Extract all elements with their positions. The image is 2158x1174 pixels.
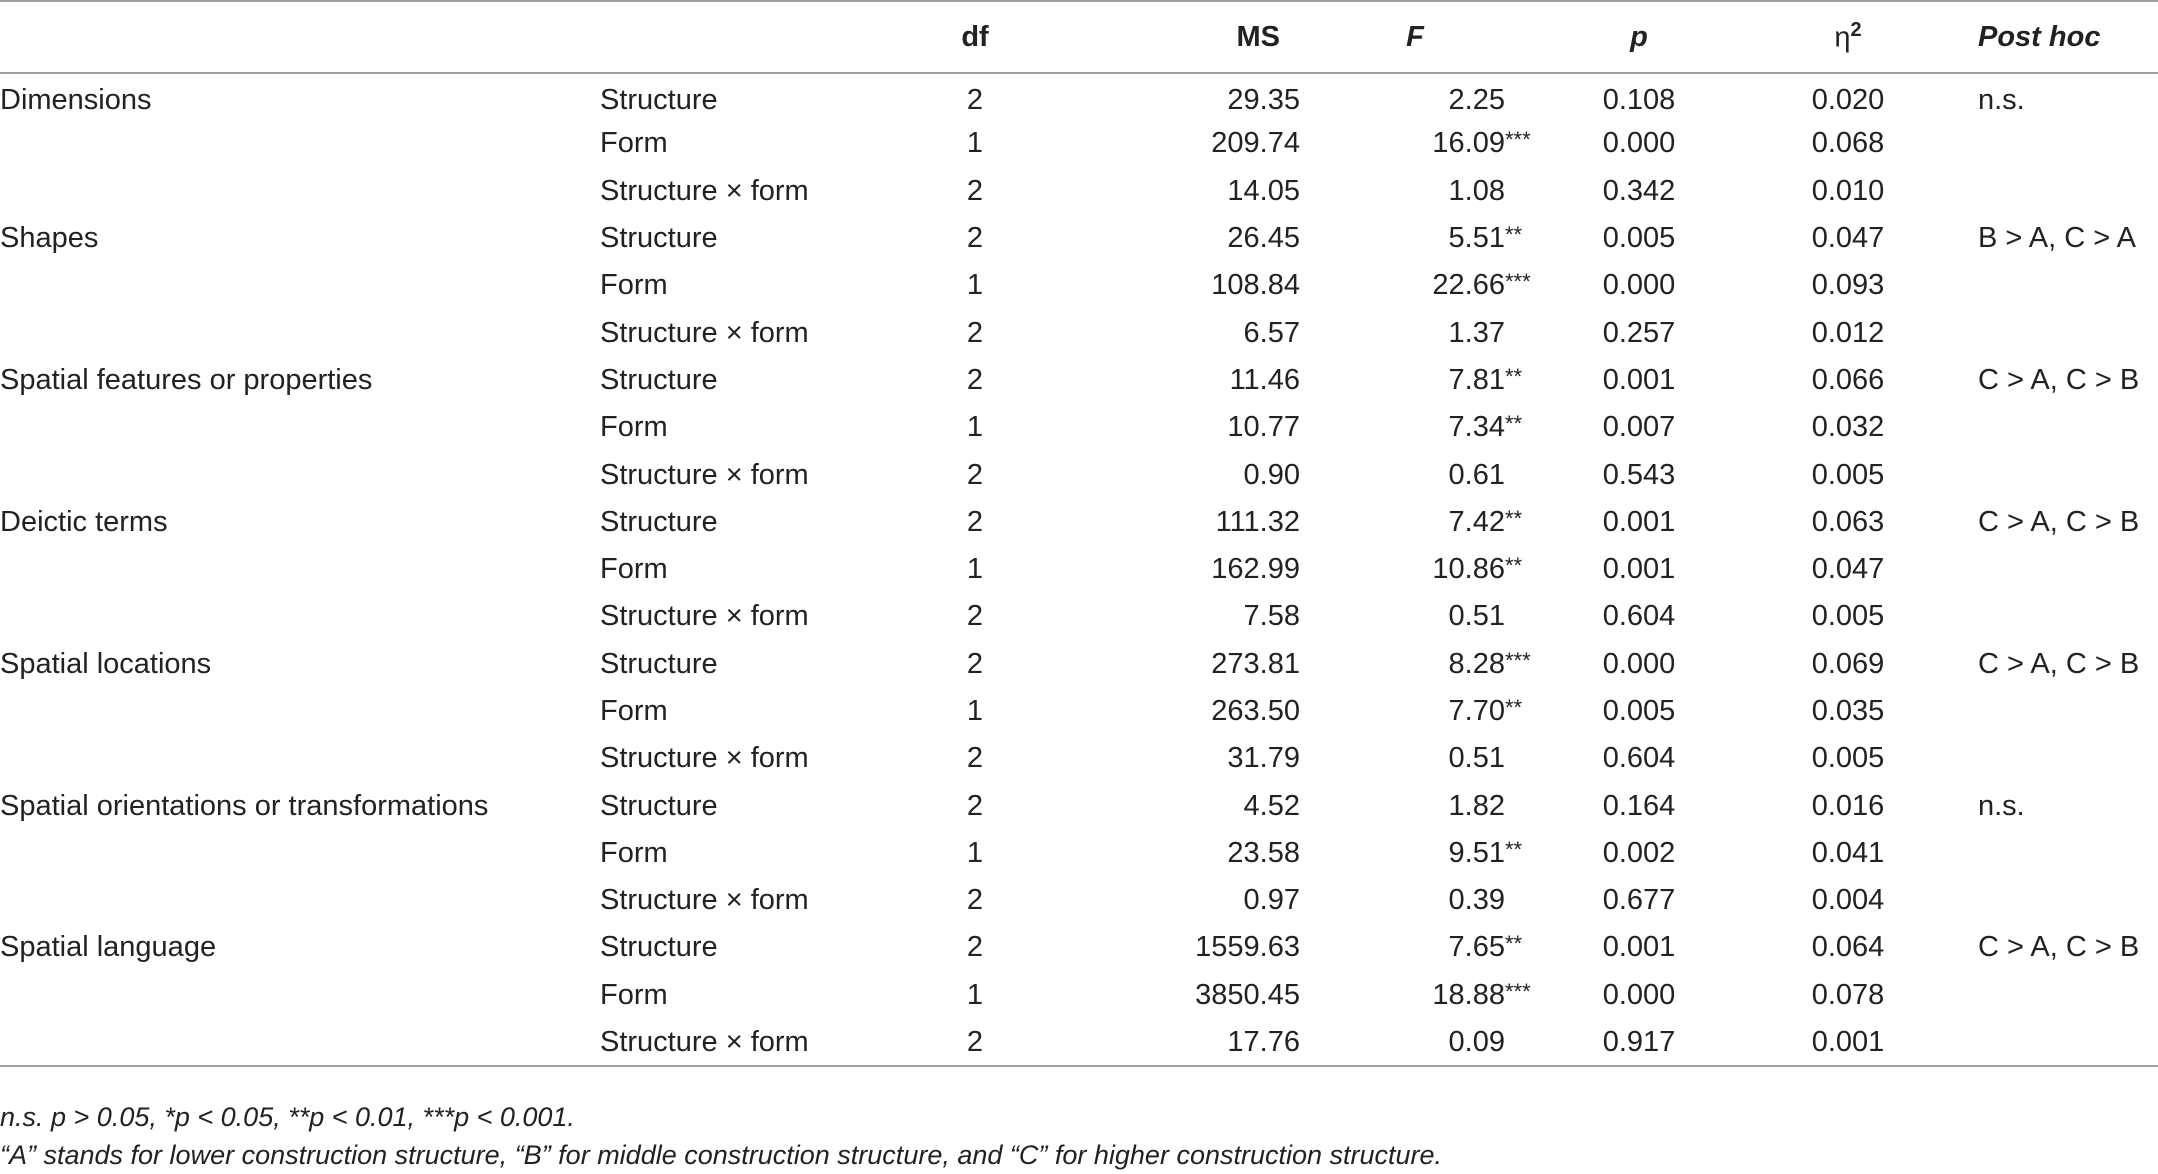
cell-df: 2: [966, 647, 984, 680]
f-value: 18.88: [1432, 978, 1505, 1011]
cell-f: [1300, 451, 1530, 498]
cell-ms: 14.05: [1227, 174, 1300, 207]
f-value: 0.39: [1448, 884, 1505, 917]
significance-stars: **: [1505, 363, 1523, 389]
cell-eta-squared: 0.069: [1811, 647, 1885, 680]
f-value-wrap: [1395, 175, 1505, 208]
f-value: 1.37: [1448, 316, 1505, 349]
header-dimension: [0, 1, 600, 73]
note-significance: n.s. p > 0.05, *p < 0.05, **p < 0.01, ***p < 0.001.: [0, 1102, 575, 1132]
table-header: [0, 1, 2158, 73]
cell-post-hoc: [1948, 168, 2158, 215]
f-value: 10.86: [1432, 553, 1505, 586]
cell-eta-squared: 0.016: [1811, 789, 1885, 822]
cell-p: 0.002: [1602, 836, 1676, 869]
table-row: [0, 404, 2158, 451]
table-row: [0, 877, 2158, 924]
f-value-wrap: [1395, 505, 1523, 539]
cell-post-hoc: C > A, C > B: [1978, 505, 2140, 538]
significance-stars: **: [1505, 222, 1523, 248]
cell-f: [1300, 782, 1530, 829]
f-value: 0.51: [1448, 600, 1505, 633]
cell-eta-squared: 0.063: [1811, 505, 1885, 538]
cell-eta-squared: 0.004: [1811, 884, 1885, 917]
cell-p: 0.001: [1602, 931, 1676, 964]
cell-effect: Structure: [600, 931, 718, 964]
f-value: 7.81: [1448, 363, 1505, 396]
table-row: [0, 830, 2158, 877]
cell-p: 0.000: [1602, 647, 1676, 680]
cell-p: 0.164: [1602, 789, 1676, 822]
header-eta-squared: [1748, 1, 1948, 73]
table-row: [0, 641, 2158, 688]
cell-eta-squared: 0.078: [1811, 978, 1885, 1011]
cell-ms: 7.58: [1243, 600, 1300, 633]
f-value-wrap: [1395, 695, 1523, 728]
f-value: 7.65: [1448, 931, 1505, 964]
f-value: 7.34: [1448, 411, 1505, 444]
cell-df: 1: [966, 978, 984, 1011]
table-row: [0, 1019, 2158, 1066]
cell-f: [1300, 309, 1530, 356]
header-effect: [600, 1, 900, 73]
cell-dimension: [0, 593, 600, 640]
cell-ms: 29.35: [1227, 83, 1300, 116]
f-value-wrap: [1395, 269, 1531, 302]
cell-f: [1300, 877, 1530, 924]
cell-f: [1300, 357, 1530, 404]
cell-p: 0.000: [1602, 978, 1676, 1011]
cell-p: 0.342: [1602, 174, 1676, 207]
f-value: 5.51: [1448, 222, 1505, 255]
cell-dimension: [0, 404, 600, 451]
cell-eta-squared: 0.064: [1811, 931, 1885, 964]
cell-effect: Form: [600, 978, 668, 1011]
cell-dimension: Spatial language: [0, 931, 217, 964]
cell-dimension: Dimensions: [0, 83, 152, 116]
cell-df: 2: [966, 505, 984, 538]
cell-f: [1300, 73, 1530, 120]
cell-post-hoc: [1948, 877, 2158, 924]
cell-effect: Structure: [600, 83, 718, 116]
cell-post-hoc: [1948, 546, 2158, 593]
cell-ms: 0.90: [1243, 458, 1300, 491]
cell-eta-squared: 0.041: [1811, 836, 1885, 869]
cell-post-hoc: [1948, 1019, 2158, 1066]
cell-df: 2: [966, 1025, 984, 1058]
cell-effect: Form: [600, 836, 668, 869]
cell-ms: 10.77: [1227, 411, 1300, 444]
header-df: df: [961, 20, 989, 53]
cell-post-hoc: [1948, 404, 2158, 451]
significance-stars: **: [1505, 553, 1523, 579]
cell-f: [1300, 641, 1530, 688]
cell-eta-squared: 0.068: [1811, 127, 1885, 160]
f-value-wrap: [1395, 790, 1505, 823]
f-value-wrap: [1395, 459, 1505, 492]
cell-p: 0.001: [1602, 505, 1676, 538]
cell-eta-squared: 0.020: [1811, 83, 1885, 116]
cell-eta-squared: 0.005: [1811, 742, 1885, 775]
cell-post-hoc: n.s.: [1978, 83, 2025, 116]
significance-stars: **: [1505, 411, 1523, 437]
cell-post-hoc: B > A, C > A: [1978, 222, 2136, 255]
cell-effect: Structure × form: [600, 316, 809, 349]
header-ms: MS: [1236, 20, 1280, 53]
cell-post-hoc: [1948, 120, 2158, 167]
cell-dimension: [0, 688, 600, 735]
cell-effect: Structure × form: [600, 600, 809, 633]
f-value-wrap: [1395, 978, 1531, 1012]
cell-dimension: [0, 830, 600, 877]
f-value-wrap: [1395, 742, 1505, 775]
table-row: [0, 593, 2158, 640]
cell-eta-squared: 0.066: [1811, 363, 1885, 396]
cell-ms: 209.74: [1211, 127, 1300, 160]
table-row: [0, 735, 2158, 782]
cell-f: [1300, 546, 1530, 593]
cell-ms: 1559.63: [1195, 931, 1300, 964]
cell-post-hoc: [1948, 735, 2158, 782]
cell-post-hoc: [1948, 309, 2158, 356]
cell-dimension: Deictic terms: [0, 505, 168, 538]
cell-f: [1300, 593, 1530, 640]
cell-dimension: Spatial orientations or transformations: [0, 789, 489, 822]
cell-df: 2: [966, 789, 984, 822]
cell-ms: 26.45: [1227, 222, 1300, 255]
table-notes: [0, 1098, 1442, 1174]
f-value-wrap: [1395, 884, 1505, 917]
f-value: 0.61: [1448, 458, 1505, 491]
f-value-wrap: [1395, 1026, 1505, 1059]
note-structure-legend: “A” stands for lower construction structure, “B” for middle construction structure, and “C” for higher construction structure.: [0, 1140, 1443, 1170]
cell-df: 2: [966, 458, 984, 491]
significance-stars: ***: [1505, 127, 1531, 153]
cell-ms: 263.50: [1211, 695, 1300, 727]
cell-dimension: [0, 546, 600, 593]
cell-df: 1: [966, 695, 984, 727]
cell-df: 2: [966, 316, 984, 349]
cell-effect: Form: [600, 411, 668, 444]
f-value: 0.09: [1448, 1025, 1505, 1058]
cell-df: 1: [966, 411, 984, 444]
f-value-wrap: [1395, 600, 1505, 633]
cell-f: [1300, 972, 1530, 1019]
cell-p: 0.108: [1602, 83, 1676, 116]
cell-effect: Form: [600, 269, 668, 302]
cell-df: 2: [966, 931, 984, 964]
cell-ms: 3850.45: [1195, 978, 1300, 1011]
f-value: 16.09: [1432, 127, 1505, 160]
cell-effect: Structure: [600, 222, 718, 255]
significance-stars: ***: [1505, 269, 1531, 295]
cell-post-hoc: C > A, C > B: [1978, 647, 2140, 680]
significance-stars: **: [1505, 836, 1523, 862]
cell-eta-squared: 0.005: [1811, 458, 1885, 491]
cell-effect: Structure × form: [600, 174, 809, 207]
cell-df: 2: [966, 363, 984, 396]
cell-f: [1300, 262, 1530, 309]
cell-f: [1300, 168, 1530, 215]
cell-p: 0.000: [1602, 269, 1676, 302]
cell-effect: Structure: [600, 789, 718, 822]
cell-dimension: Spatial locations: [0, 647, 212, 680]
cell-f: [1300, 688, 1530, 735]
cell-ms: 108.84: [1211, 269, 1300, 302]
table-row: [0, 357, 2158, 404]
f-value-wrap: [1395, 553, 1523, 586]
f-value-wrap: [1395, 317, 1505, 350]
cell-dimension: [0, 168, 600, 215]
cell-p: 0.257: [1602, 316, 1676, 349]
cell-effect: Form: [600, 127, 668, 160]
cell-p: 0.001: [1602, 553, 1676, 586]
cell-df: 2: [966, 222, 984, 255]
cell-df: 1: [966, 269, 984, 302]
cell-ms: 11.46: [1229, 363, 1300, 396]
cell-effect: Form: [600, 695, 668, 727]
table-row: [0, 120, 2158, 167]
cell-ms: 111.32: [1215, 505, 1300, 538]
table-row: [0, 73, 2158, 120]
cell-ms: 273.81: [1211, 647, 1300, 680]
cell-eta-squared: 0.047: [1811, 553, 1885, 586]
cell-eta-squared: 0.012: [1811, 316, 1885, 349]
cell-df: 1: [966, 836, 984, 869]
cell-dimension: Shapes: [0, 222, 99, 255]
f-value-wrap: [1395, 84, 1505, 117]
cell-p: 0.917: [1602, 1025, 1676, 1058]
cell-p: 0.604: [1602, 600, 1676, 633]
cell-dimension: [0, 972, 600, 1019]
cell-f: [1300, 924, 1530, 971]
cell-effect: Structure: [600, 647, 718, 680]
cell-f: [1300, 120, 1530, 167]
f-value: 22.66: [1432, 269, 1505, 302]
cell-df: 2: [966, 884, 984, 917]
cell-eta-squared: 0.001: [1811, 1025, 1885, 1058]
f-value-wrap: [1395, 411, 1523, 444]
cell-eta-squared: 0.035: [1811, 695, 1885, 727]
table-row: [0, 688, 2158, 735]
cell-effect: Structure: [600, 505, 718, 538]
f-value: 1.08: [1448, 174, 1505, 207]
cell-df: 1: [966, 553, 984, 586]
cell-p: 0.604: [1602, 742, 1676, 775]
cell-effect: Structure × form: [600, 884, 809, 917]
cell-post-hoc: C > A, C > B: [1978, 931, 2140, 964]
cell-dimension: [0, 120, 600, 167]
cell-p: 0.543: [1602, 458, 1676, 491]
f-value-wrap: [1395, 363, 1523, 397]
header-row: [0, 1, 2158, 73]
cell-p: 0.005: [1602, 695, 1676, 727]
f-value: 9.51: [1448, 836, 1505, 869]
cell-p: 0.677: [1602, 884, 1676, 917]
header-f: F: [1406, 20, 1424, 53]
cell-f: [1300, 1019, 1530, 1066]
table-body: [0, 73, 2158, 1066]
header-eta-superscript: 2: [1850, 19, 1862, 42]
f-value: 8.28: [1448, 647, 1505, 680]
cell-p: 0.000: [1602, 127, 1676, 160]
significance-stars: **: [1505, 695, 1523, 720]
cell-f: [1300, 215, 1530, 262]
header-p: p: [1630, 20, 1648, 53]
header-post-hoc: Post hoc: [1978, 20, 2101, 53]
cell-eta-squared: 0.010: [1811, 174, 1885, 207]
cell-dimension: [0, 735, 600, 782]
cell-ms: 0.97: [1243, 884, 1300, 917]
table-row: [0, 546, 2158, 593]
cell-f: [1300, 404, 1530, 451]
cell-effect: Structure × form: [600, 1025, 809, 1058]
cell-eta-squared: 0.093: [1811, 269, 1885, 302]
cell-eta-squared: 0.005: [1811, 600, 1885, 633]
significance-stars: ***: [1505, 978, 1531, 1004]
table-row: [0, 168, 2158, 215]
cell-df: 2: [966, 742, 984, 775]
f-value: 0.51: [1448, 742, 1505, 775]
cell-eta-squared: 0.032: [1811, 411, 1885, 444]
cell-effect: Form: [600, 553, 668, 586]
cell-dimension: [0, 451, 600, 498]
cell-df: 2: [966, 600, 984, 633]
cell-ms: 4.52: [1243, 789, 1300, 822]
table-row: [0, 782, 2158, 829]
cell-dimension: [0, 309, 600, 356]
f-value-wrap: [1395, 222, 1523, 255]
cell-p: 0.001: [1602, 363, 1676, 396]
cell-f: [1300, 735, 1530, 782]
cell-post-hoc: [1948, 972, 2158, 1019]
cell-post-hoc: [1948, 593, 2158, 640]
cell-post-hoc: [1948, 830, 2158, 877]
cell-post-hoc: [1948, 688, 2158, 735]
header-eta-symbol: η: [1834, 21, 1851, 54]
table-row: [0, 262, 2158, 309]
table-row: [0, 451, 2158, 498]
significance-stars: **: [1505, 505, 1523, 531]
cell-p: 0.005: [1602, 222, 1676, 255]
f-value: 2.25: [1448, 83, 1505, 116]
table-row: [0, 972, 2158, 1019]
cell-ms: 23.58: [1227, 836, 1300, 869]
cell-ms: 17.76: [1227, 1025, 1300, 1058]
cell-effect: Structure × form: [600, 742, 809, 775]
cell-dimension: [0, 1019, 600, 1066]
cell-effect: Structure: [600, 363, 718, 396]
table-row: [0, 924, 2158, 971]
f-value: 7.42: [1448, 505, 1505, 538]
cell-df: 2: [966, 83, 984, 116]
cell-dimension: Spatial features or properties: [0, 363, 373, 396]
cell-post-hoc: n.s.: [1978, 789, 2025, 822]
f-value-wrap: [1395, 931, 1523, 964]
significance-stars: **: [1505, 931, 1523, 957]
table-row: [0, 499, 2158, 546]
cell-f: [1300, 499, 1530, 546]
cell-dimension: [0, 877, 600, 924]
cell-df: 2: [966, 174, 984, 207]
table-row: [0, 215, 2158, 262]
f-value: 1.82: [1448, 789, 1505, 822]
significance-stars: ***: [1505, 647, 1531, 673]
cell-post-hoc: [1948, 262, 2158, 309]
cell-df: 1: [966, 127, 984, 160]
cell-f: [1300, 830, 1530, 877]
f-value-wrap: [1395, 836, 1523, 870]
table-row: [0, 309, 2158, 356]
cell-ms: 162.99: [1211, 553, 1300, 586]
f-value: 7.70: [1448, 695, 1505, 727]
cell-eta-squared: 0.047: [1811, 222, 1885, 255]
cell-ms: 31.79: [1227, 742, 1300, 775]
cell-effect: Structure × form: [600, 458, 809, 491]
cell-post-hoc: C > A, C > B: [1978, 363, 2140, 396]
f-value-wrap: [1395, 647, 1531, 681]
cell-p: 0.007: [1602, 411, 1676, 444]
cell-dimension: [0, 262, 600, 309]
cell-ms: 6.57: [1243, 316, 1300, 349]
cell-post-hoc: [1948, 451, 2158, 498]
f-value-wrap: [1395, 127, 1531, 160]
